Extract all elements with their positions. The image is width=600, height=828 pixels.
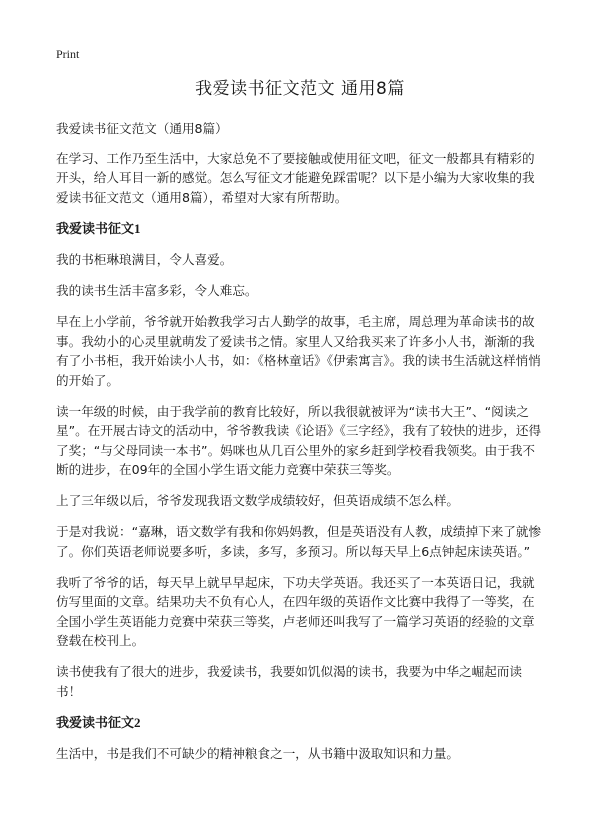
- print-link[interactable]: Print: [56, 47, 80, 61]
- section-paragraph: 读书使我有了很大的进步，我爱读书，我要如饥似渴的读书，我要为中华之崛起而读书！: [56, 664, 522, 699]
- section-heading: 我爱读书征文2: [56, 714, 141, 730]
- document-title: 我爱读书征文范文 通用8篇: [195, 79, 405, 99]
- section-paragraph: 我听了爷爷的话，每天早上就早早起床，下功夫学英语。我还买了一本英语日记，我就仿写里面的文章。结果功夫不负有心人，在四年级的英语作文比赛中我得了一等奖，在全国小学生英语能力竞赛中荣获三等奖，卢老师还叫我写了一篇学习英语的经验的文章登载在校刊上。: [56, 574, 535, 648]
- section-paragraph: 我的读书生活丰富多彩，令人难忘。: [56, 283, 258, 298]
- section-paragraph: 读一年级的时候，由于我学前的教育比较好，所以我很就被评为“读书大王”、“阅读之星”。在开展古诗文的活动中，爷爷教我读《论语》《三字经》，我有了较快的进步，还得了奖；“与父母同读一本书”。妈咪也从几百公里外的家乡赶到学校看我领奖。由于我不断的进步，在09年的全国小学生语文能力竞赛中荣获三等奖。: [56, 403, 542, 477]
- section-paragraph: 于是对我说：“嘉琳，语文数学有我和你妈妈教，但是英语没有人教，成绩掉下来了就惨了。你们英语老师说要多听，多读，多写，多预习。所以每天早上6点钟起床读英语。”: [56, 524, 542, 559]
- section-paragraph: 生活中，书是我们不可缺少的精神粮食之一，从书籍中汲取知识和力量。: [56, 746, 459, 761]
- document-body: [56, 119, 544, 775]
- section-heading: 我爱读书征文1: [56, 220, 141, 236]
- section-paragraph: 上了三年级以后，爷爷发现我语文数学成绩较好，但英语成绩不怎么样。: [56, 493, 459, 508]
- section-paragraph: 早在上小学前，爷爷就开始教我学习古人勤学的故事，毛主席，周总理为革命读书的故事。我幼小的心灵里就萌发了爱读书之情。家里人又给我买来了许多小人书，渐渐的我有了小书柜，我开始读小人书，如：《格林童话》《伊索寓言》。我的读书生活就这样悄悄的开始了。: [56, 314, 541, 388]
- section-paragraph: 我的书柜琳琅满目，令人喜爱。: [56, 252, 233, 267]
- intro-paragraph: 在学习、工作乃至生活中，大家总免不了要接触或使用征文吧，征文一般都具有精彩的开头，给人耳目一新的感觉。怎么写征文才能避免踩雷呢？以下是小编为大家收集的我爱读书征文范文（通用8篇），希望对大家有所帮助。: [56, 150, 535, 205]
- document-subtitle: 我爱读书征文范文（通用8篇）: [56, 121, 228, 136]
